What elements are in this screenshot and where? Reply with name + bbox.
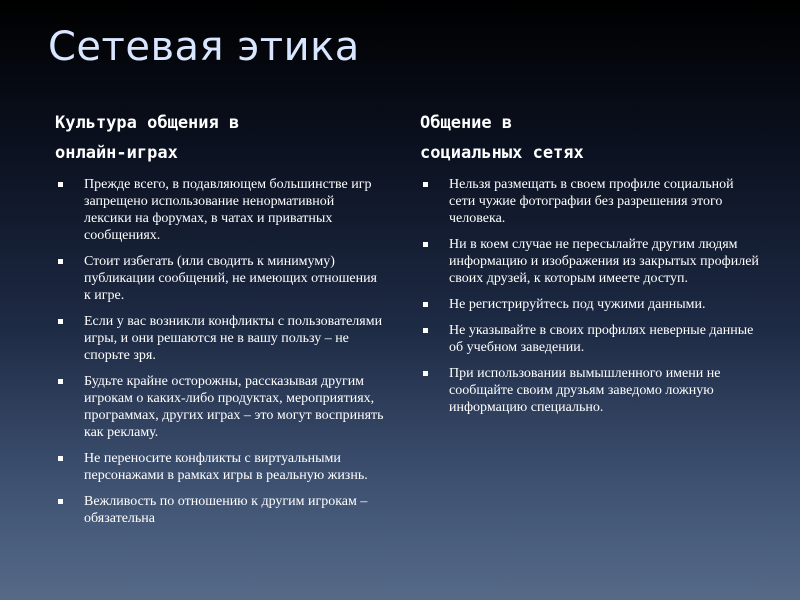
right-bullet-list [420,176,760,416]
list-item [420,236,760,287]
list-item [55,450,385,484]
list-item-text: При использовании вымышленного имени не сообщайте своим друзьям заведомо ложную информацию специально. [449,366,721,415]
list-item-text: Не переносите конфликты с виртуальными персонажами в рамках игры в реальную жизнь. [84,451,368,483]
list-item-text: Будьте крайне осторожны, рассказывая другим игрокам о каких-либо продуктах, мероприятиях, программах, других играх – это могут воспринять как рекламу. [84,374,384,440]
square-bullet-icon [58,379,63,384]
list-item [55,493,385,527]
list-item [420,296,760,313]
list-item [55,373,385,441]
list-item [420,176,760,227]
left-column-heading: Культура общения в онлайн-играх [55,113,240,163]
square-bullet-icon [58,259,63,264]
list-item [55,313,385,364]
right-column [420,108,760,425]
slide-title: Сетевая этика [48,24,360,70]
square-bullet-icon [423,302,428,307]
square-bullet-icon [58,456,63,461]
list-item [55,176,385,244]
list-item [55,253,385,304]
list-item-text: Прежде всего, в подавляющем большинстве игр запрещено использование ненормативной лексики на форумах, в чатах и приватных сообщениях. [84,177,372,243]
list-item-text: Стоит избегать (или сводить к минимуму) публикации сообщений, не имеющих отношения к игре. [84,254,377,303]
square-bullet-icon [423,371,428,376]
list-item-text: Вежливость по отношению к другим игрокам – обязательна [84,494,368,526]
square-bullet-icon [58,319,63,324]
square-bullet-icon [58,499,63,504]
square-bullet-icon [423,242,428,247]
left-column [55,108,385,536]
square-bullet-icon [423,328,428,333]
list-item-text: Если у вас возникли конфликты с пользователями игры, и они решаются не в вашу пользу – не спорьте зря. [84,314,383,363]
list-item-text: Ни в коем случае не пересылайте другим людям информацию и изображения из закрытых профилей своих друзей, к которым имеете доступ. [449,237,759,286]
list-item-text: Нельзя размещать в своем профиле социальной сети чужие фотографии без разрешения этого человека. [449,177,734,226]
square-bullet-icon [423,182,428,187]
list-item-text: Не указывайте в своих профилях неверные данные об учебном заведении. [449,323,754,355]
list-item-text: Не регистрируйтесь под чужими данными. [449,297,706,312]
list-item [420,322,760,356]
list-item [420,365,760,416]
left-bullet-list [55,176,385,527]
right-column-heading: Общение в социальных сетях [420,113,584,163]
square-bullet-icon [58,182,63,187]
